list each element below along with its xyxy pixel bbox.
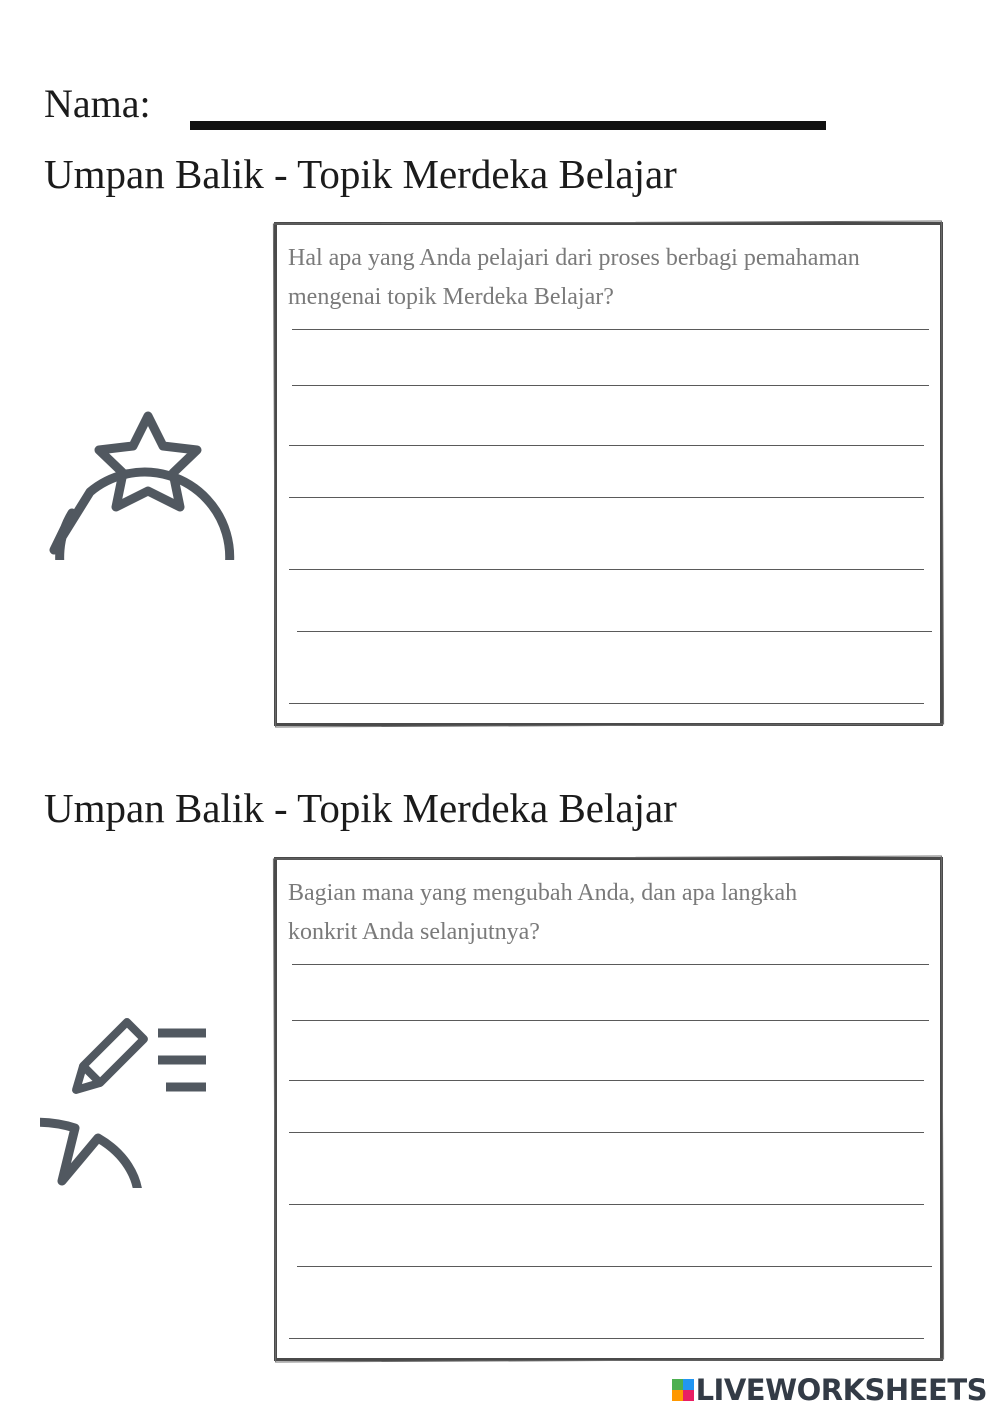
answer-area-2[interactable] xyxy=(277,860,940,1358)
answer-line xyxy=(289,569,924,570)
question-1-line-1: Hal apa yang Anda pelajari dari proses berbagi pemahaman xyxy=(288,245,860,271)
answer-line xyxy=(292,329,929,330)
section-2-title: Umpan Balik - Topik Merdeka Belajar xyxy=(44,785,677,831)
answer-line xyxy=(289,497,924,498)
answer-box-2 xyxy=(274,857,943,1361)
answer-line xyxy=(289,1132,924,1133)
question-2-line-1: Bagian mana yang mengubah Anda, dan apa langkah xyxy=(288,880,798,906)
liveworksheets-logo[interactable] xyxy=(672,1373,987,1407)
answer-line xyxy=(289,1204,924,1205)
answer-line xyxy=(289,1338,924,1339)
answer-line xyxy=(292,964,929,965)
answer-area-1[interactable] xyxy=(277,225,940,723)
answer-line xyxy=(292,1020,929,1021)
name-input-line[interactable] xyxy=(190,121,826,130)
answer-box-1 xyxy=(274,222,943,726)
section-1-title: Umpan Balik - Topik Merdeka Belajar xyxy=(44,151,677,197)
answer-line xyxy=(289,703,924,704)
brand-name: LIVEWORKSHEETS xyxy=(695,1373,987,1407)
liveworksheets-logo-icon xyxy=(672,1379,694,1401)
answer-line xyxy=(297,631,932,632)
question-2-line-2: konkrit Anda selanjutnya? xyxy=(288,919,540,945)
pencil-note-speech-bubble-icon xyxy=(40,978,255,1188)
answer-line xyxy=(297,1266,932,1267)
answer-line xyxy=(289,445,924,446)
answer-line xyxy=(289,1080,924,1081)
star-speech-bubble-icon xyxy=(40,380,245,560)
answer-line xyxy=(292,385,929,386)
name-label: Nama: xyxy=(44,81,151,126)
question-1-line-2: mengenai topik Merdeka Belajar? xyxy=(288,284,614,310)
